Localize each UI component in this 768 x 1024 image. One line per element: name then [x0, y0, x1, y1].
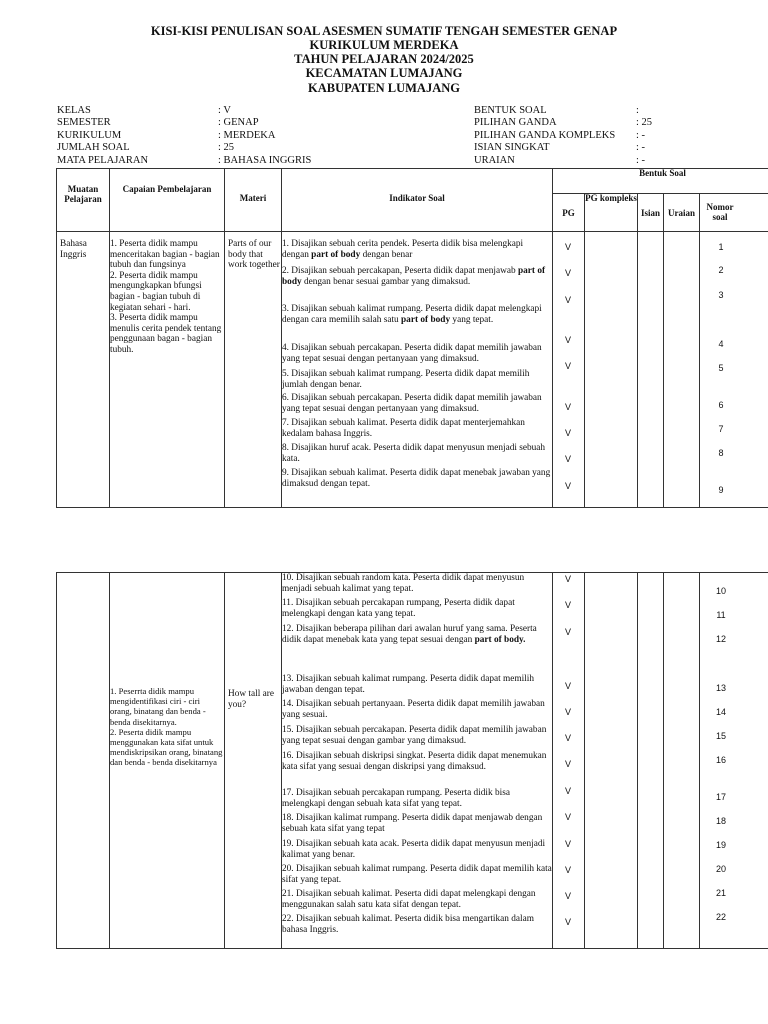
- header-isian: Isian: [640, 208, 660, 218]
- question-number: 18: [715, 816, 726, 826]
- pg-mark: V: [565, 335, 572, 345]
- header-muatan: Muatan Pelajaran: [64, 184, 102, 204]
- question-number: 21: [715, 888, 726, 898]
- pg-mark: V: [565, 891, 572, 901]
- indicator-text: 3. Disajikan sebuah kalimat rumpang. Peserta didik dapat melengkapi dengan cara memilih salah satu: [282, 304, 542, 325]
- info-value: : GENAP: [218, 117, 259, 129]
- pg-mark: V: [565, 574, 572, 584]
- info-value: :: [636, 105, 639, 116]
- question-number: 3: [718, 290, 724, 300]
- question-number: 7: [718, 424, 724, 434]
- info-label: PILIHAN GANDA KOMPLEKS: [474, 129, 616, 141]
- question-number: 6: [718, 400, 724, 410]
- indicator-item: [282, 624, 552, 645]
- indicator-item: 10. Disajikan sebuah random kata. Peserta didik dapat menyusun menjadi sebuah kalimat yang tepat.: [282, 573, 525, 594]
- column-divider: [552, 572, 553, 949]
- column-divider: [699, 193, 700, 508]
- pg-mark: V: [565, 361, 572, 371]
- question-number: 5: [718, 363, 724, 373]
- info-label: BENTUK SOAL: [474, 105, 547, 116]
- column-divider: [552, 168, 553, 508]
- pg-mark: V: [565, 481, 572, 491]
- info-left-values: [218, 105, 311, 167]
- indicator-item: 9. Disajikan sebuah kalimat. Peserta didik dapat menebak jawaban yang dimaksud dengan tepat.: [282, 468, 551, 489]
- info-value: : -: [636, 142, 646, 154]
- info-value: : 25: [636, 117, 653, 129]
- column-divider: [663, 572, 664, 949]
- title-line: KURIKULUM MERDEKA: [309, 38, 459, 52]
- info-label: PILIHAN GANDA: [474, 117, 557, 129]
- question-number: 9: [718, 485, 724, 495]
- pg-mark: V: [565, 295, 572, 305]
- column-divider: [663, 193, 664, 508]
- title-line: KECAMATAN LUMAJANG: [305, 66, 463, 80]
- info-label: JUMLAH SOAL: [57, 142, 130, 154]
- pg-mark: V: [565, 402, 572, 412]
- pg-mark: V: [565, 733, 572, 743]
- header-uraian: Uraian: [668, 208, 695, 218]
- info-right-values: [636, 105, 652, 167]
- row-divider: [56, 231, 768, 232]
- header-capaian: Capaian Pembelajaran: [122, 184, 212, 194]
- indicator-item: 16. Disajikan sebuah diskripsi singkat. Peserta didik dapat menemukan kata sifat yang sesuai dengan diskripsi yang dimaksud.: [282, 751, 547, 772]
- column-divider: [584, 193, 585, 508]
- pg-mark: V: [565, 917, 572, 927]
- indicator-item: 18. Disajikan kalimat rumpang. Peserta didik dapat menjawab dengan sebuah kata sifat yang tepat: [282, 813, 543, 834]
- cell-materi: How tall are you?: [228, 689, 274, 710]
- info-value: : -: [636, 154, 646, 166]
- info-label: ISIAN SINGKAT: [474, 142, 550, 154]
- indicator-item: [282, 239, 552, 260]
- title-line: KABUPATEN LUMAJANG: [308, 81, 460, 95]
- question-number: 20: [715, 864, 726, 874]
- question-number: 11: [716, 610, 726, 620]
- info-label: SEMESTER: [57, 117, 111, 129]
- indicator-item: 8. Disajikan huruf acak. Peserta didik dapat menyusun menjadi sebuah kata.: [282, 443, 546, 464]
- indicator-text: 1. Disajikan sebuah cerita pendek. Peserta didik bisa melengkapi dengan: [282, 239, 524, 260]
- question-number: 19: [715, 840, 726, 850]
- indicator-item: [282, 266, 552, 287]
- info-label: KELAS: [57, 105, 91, 116]
- indicator-text: 2. Disajikan sebuah percakapan, Peserta didik dapat menjawab: [282, 266, 518, 276]
- indicator-item: [282, 304, 552, 325]
- indicator-item: 21. Disajikan sebuah kalimat. Peserta didi dapat melengkapi dengan menggunakan salah satu kata sifat dengan tepat.: [282, 889, 536, 910]
- question-number: 2: [718, 265, 724, 275]
- indicator-item: 17. Disajikan sebuah percakapan rumpang. Peserta didik bisa melengkapi dengan sebuah kata sifat yang tepat.: [282, 788, 510, 809]
- question-number: 15: [715, 731, 726, 741]
- pg-mark: V: [565, 627, 572, 637]
- question-number: 16: [715, 755, 726, 765]
- title-line: KISI-KISI PENULISAN SOAL ASESMEN SUMATIF TENGAH SEMESTER GENAP: [150, 24, 618, 38]
- header-pg-kompleks: PG kompleks: [585, 193, 637, 203]
- indicator-bold: part of body: [311, 249, 361, 260]
- pg-mark: V: [565, 707, 572, 717]
- header-nomor-soal: Nomor soal: [706, 202, 734, 222]
- pg-mark: V: [565, 600, 572, 610]
- info-right-labels: [474, 105, 615, 167]
- question-number: 1: [718, 242, 724, 252]
- title-line: TAHUN PELAJARAN 2024/2025: [294, 52, 474, 66]
- info-value: : V: [218, 105, 231, 116]
- indicator-text: dengan benar: [360, 249, 413, 260]
- pg-mark: V: [565, 681, 572, 691]
- header-materi: Materi: [239, 193, 267, 203]
- indicator-item: 4. Disajikan sebuah percakapan. Peserta didik dapat memilih jawaban yang tepat sesuai dengan pertanyaan yang dimaksud.: [282, 343, 542, 364]
- cell-capaian: 1. Peserrta didik mampu mengidentifikasi ciri - ciri orang, binatang dan benda - benda disekitarnya. 2. Peserta didik mampu menggunakan kata sifat untuk mendiskripsikan orang, binatang dan benda - benda disekitarnya: [110, 686, 223, 768]
- pg-mark: V: [565, 839, 572, 849]
- indicator-text: yang tepat.: [450, 314, 494, 325]
- cell-materi: Parts of our body that work together: [228, 239, 280, 271]
- question-number: 13: [715, 683, 726, 693]
- pg-mark: V: [565, 268, 572, 278]
- header-indikator: Indikator Soal: [389, 193, 445, 203]
- indicator-bold: part of body.: [474, 634, 526, 645]
- column-divider: [637, 572, 638, 949]
- column-divider: [699, 572, 700, 949]
- question-number: 12: [715, 634, 726, 644]
- info-left-labels: [57, 105, 148, 167]
- indicator-item: 11. Disajikan sebuah percakapan rumpang, Peserta didik dapat melengkapi dengan kata yang tepat.: [282, 598, 515, 619]
- indicator-item: 22. Disajikan sebuah kalimat. Peserta didik bisa mengartikan dalam bahasa Inggris.: [282, 914, 534, 935]
- indicator-item: 20. Disajikan sebuah kalimat rumpang. Peserta didik dapat memilih kata sifat yang tepat.: [282, 864, 552, 885]
- info-label: KURIKULUM: [57, 129, 122, 141]
- pg-mark: V: [565, 812, 572, 822]
- pg-mark: V: [565, 786, 572, 796]
- info-value: : BAHASA INGGRIS: [218, 154, 312, 166]
- indicator-item: 19. Disajikan sebuah kata acak. Peserta didik dapat menyusun menjadi kalimat yang benar.: [282, 839, 546, 860]
- cell-muatan: Bahasa Inggris: [60, 239, 87, 260]
- info-value: : 25: [218, 142, 235, 154]
- column-divider: [637, 193, 638, 508]
- indicator-item: 15. Disajikan sebuah percakapan. Peserta didik dapat memilih jawaban yang tepat sesuai dengan gambar yang dimaksud.: [282, 725, 547, 746]
- cell-capaian: 1. Peserta didik mampu menceritakan bagian - bagian tubuh dan fungsinya 2. Peserta didik mampu mengungkapkan bfungsi bagian - bagian tubuh di kegiatan sehari - hari. 3. Peserta didik mampu menulis cerita pendek tentang penggunaan bagan - bagian tubuh.: [110, 239, 222, 355]
- indicator-item: 5. Disajikan sebuah kalimat rumpang. Peserta didik dapat memilih jumlah dengan benar.: [282, 369, 530, 390]
- column-divider: [224, 572, 225, 949]
- column-divider: [584, 572, 585, 949]
- pg-mark: V: [565, 242, 572, 252]
- indicator-bold: part of body: [282, 266, 546, 287]
- question-number: 8: [718, 448, 724, 458]
- column-divider: [224, 168, 225, 508]
- question-number: 10: [715, 586, 726, 596]
- info-label: MATA PELAJARAN: [57, 154, 149, 166]
- question-number: 4: [718, 339, 724, 349]
- pg-mark: V: [565, 454, 572, 464]
- indicator-item: 14. Disajikan sebuah pertanyaan. Peserta didik dapat memilih jawaban yang sesuai.: [282, 699, 545, 720]
- indicator-item: 7. Disajikan sebuah kalimat. Peserta didik dapat menterjemahkan kedalam bahasa Inggris.: [282, 418, 525, 439]
- pg-mark: V: [565, 428, 572, 438]
- indicator-bold: part of body: [401, 314, 451, 325]
- header-pg: PG: [562, 208, 575, 218]
- pg-mark: V: [565, 865, 572, 875]
- indicator-text: 12. Disajikan beberapa pilihan dari awalan huruf yang sama. Peserta didik dapat menebak kata yang tepat sesuai dengan: [282, 624, 537, 645]
- info-label: URAIAN: [474, 154, 515, 166]
- indicator-item: 6. Disajikan sebuah percakapan. Peserta didik dapat memilih jawaban yang tepat sesuai dengan pertanyaan yang dimaksud.: [282, 393, 542, 414]
- header-bentuk-soal: Bentuk Soal: [639, 168, 686, 178]
- pg-mark: V: [565, 759, 572, 769]
- indicator-item: 13. Disajikan sebuah kalimat rumpang. Peserta didik dapat memilih jawaban dengan tepat.: [282, 674, 534, 695]
- question-number: 14: [715, 707, 726, 717]
- indicator-text: dengan benar sesuai gambar yang dimaksud.: [301, 276, 471, 287]
- info-value: : -: [636, 129, 646, 141]
- info-value: : MERDEKA: [218, 129, 276, 141]
- question-number: 22: [715, 912, 726, 922]
- question-number: 17: [715, 792, 726, 802]
